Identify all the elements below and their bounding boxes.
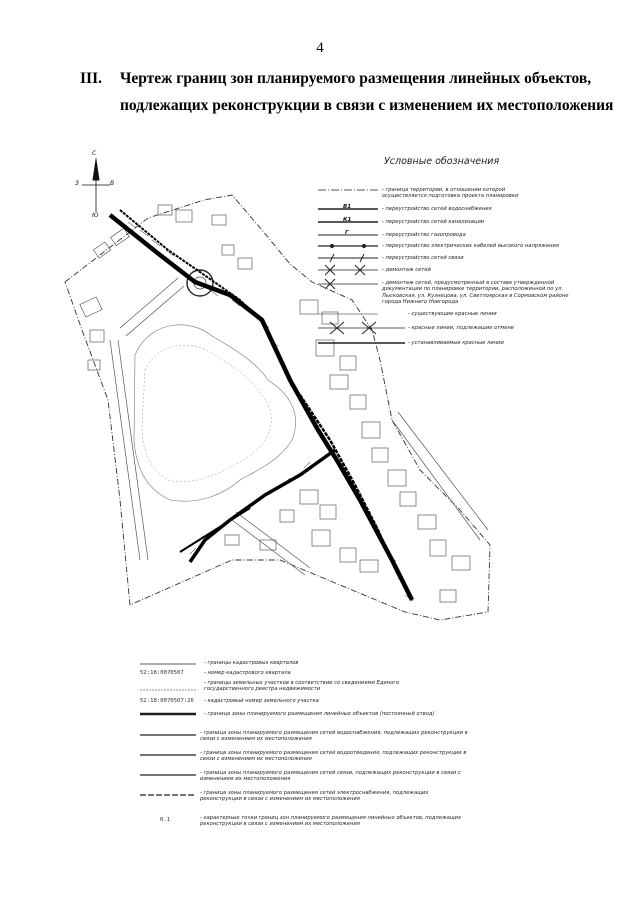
legend-comm-zone: - граница зоны планируемого размещения сетей связи, подлежащих реконструкции в связи с изменением их местоположения (200, 770, 461, 783)
legend-sewer-zone: - граница зоны планируемого размещения сетей водоотведения, подлежащих реконструкции в связи с изменением их местоположения (200, 750, 467, 763)
compass-west-label: З (75, 180, 79, 187)
gas-mark: Г (345, 230, 349, 236)
legend-item-demolition-approved: - демонтаж сетей, предусмотренный в составе утвержденной документации по планировке территории, расположенной по ул. Лысковская, ул. Кузнецова, ул. Светлоярская в Сормовском районе города Нижнего Новгорода (382, 280, 569, 305)
sewer-mark: К1 (343, 217, 352, 223)
legend-item-demolition: - демонтаж сетей (382, 267, 431, 273)
legend-item-electric: - переустройство электрических кабелей высокого напряжения (382, 243, 560, 249)
section-number: III. (80, 70, 102, 87)
legend-item-boundary: - граница территории, в отношении которой осуществляется подготовка проекта планировки (382, 187, 519, 200)
legend-item-sewer: - переустройство сетей канализации (382, 219, 485, 225)
title-text-1: Чертеж границ зон планируемого размещения линейных объектов, (120, 70, 592, 87)
legend-land-plot-number: - кадастровый номер земельного участка (204, 698, 319, 704)
characteristic-point-mark: 0.1 (160, 817, 171, 823)
water-supply-mark: В1 (343, 204, 352, 210)
legend-cadastral-block-boundary: - границы кадастровых кварталов (204, 660, 299, 666)
legend-water-zone: - граница зоны планируемого размещения сетей водоснабжения, подлежащих реконструкции в связи с изменением их местоположения (200, 730, 468, 743)
legend-land-plot-boundary: - границы земельных участков в соответствии со сведениями Единого государственного реестра недвижимости (204, 680, 400, 693)
legend-item-new-red-lines: - устанавливаемые красные линии (408, 340, 504, 346)
compass-north-label: С (92, 150, 97, 157)
legend-item-water: - переустройство сетей водоснабжения (382, 206, 492, 212)
compass-south-label: Ю (92, 212, 99, 219)
legend-item-comm: - переустройство сетей связи (382, 255, 464, 261)
cadastral-block-code: 52:18:0070507 (140, 670, 184, 676)
legend-characteristic-points: - характерные точки границ зон планируемого размещения линейных объектов, подлежащих реконструкции в связи с изменением их местоположения (200, 815, 462, 828)
legend-electric-zone: - граница зоны планируемого размещения сетей электроснабжения, подлежащих реконструкции в связи с изменением их местоположения (200, 790, 429, 803)
legend-cadastral-block-number: - номер кадастрового квартала (204, 670, 291, 676)
legend-item-cancelled-red-lines: - красные линии, подлежащие отмене (408, 325, 514, 331)
legend-item-existing-red-lines: - существующие красные линии (408, 311, 497, 317)
legend-title: Условные обозначения (384, 156, 500, 167)
page-number: 4 (316, 40, 324, 56)
page-title-line-2: подлежащих реконструкции в связи с изменением их местоположения (120, 97, 614, 114)
legend-linear-objects-zone: - граница зоны планируемого размещения линейных объектов (постоянный отвод) (204, 711, 435, 717)
land-plot-code: 52:18:0070507:26 (140, 698, 194, 704)
legend-item-gas: - переустройство газопровода (382, 232, 466, 238)
compass-east-label: В (110, 180, 115, 187)
